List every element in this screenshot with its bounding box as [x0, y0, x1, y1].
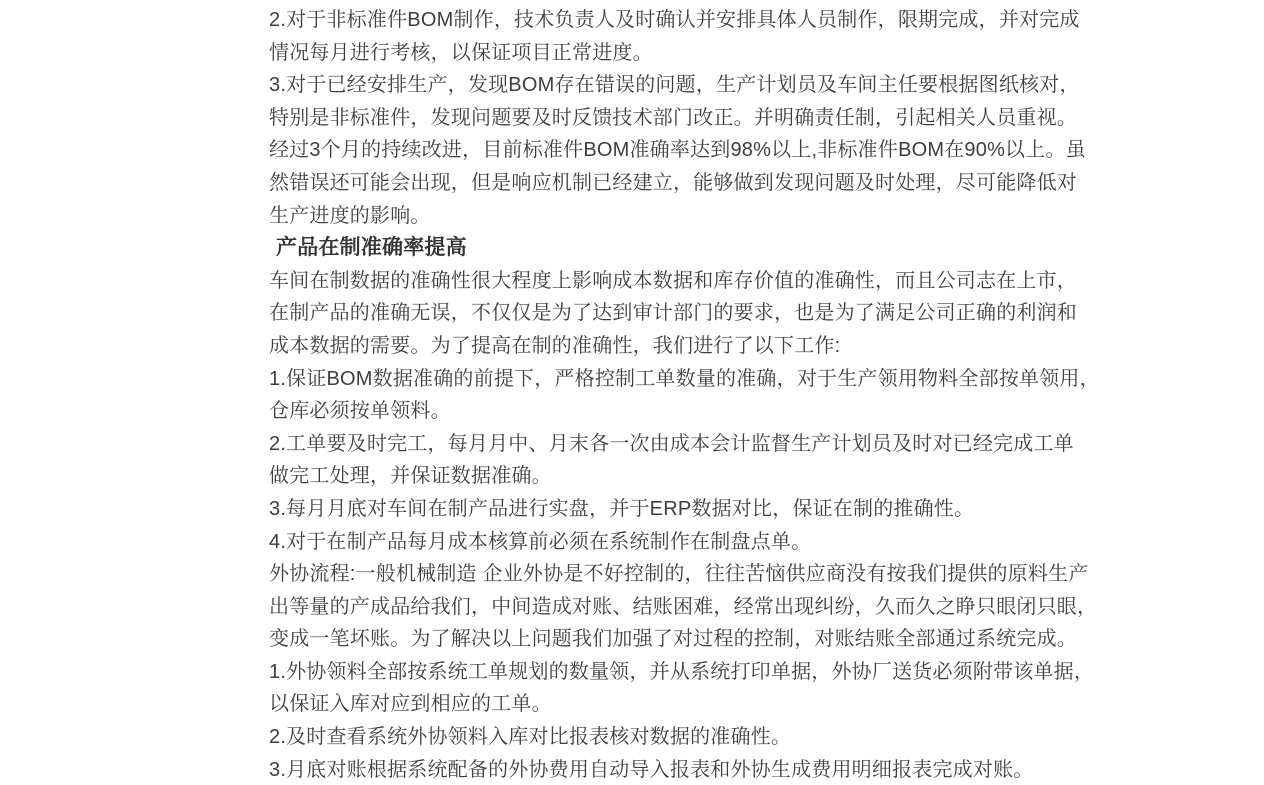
- paragraph-line: 生产进度的影响。: [269, 204, 431, 227]
- paragraph-line: 3.对于已经安排生产，发现BOM存在错误的问题，生产计划员及车间主任要根据图纸核对，: [269, 74, 1080, 97]
- paragraph-line: 出等量的产成品给我们，中间造成对账、结账困难，经常出现纠纷，久而久之睁只眼闭只眼，: [269, 595, 1098, 618]
- paragraph-line: 情况每月进行考核，以保证项目正常进度。: [269, 41, 653, 64]
- paragraph-line: 2.对于非标准件BOM制作，技术负责人及时确认并安排具体人员制作，限期完成，并对完成: [269, 9, 1080, 31]
- paragraph-line: 外协流程:一般机械制造 企业外协是不好控制的，往往苦恼供应商没有按我们提供的原料生产: [269, 563, 1089, 586]
- paragraph-line: 经过3个月的持续改进，目前标准件BOM准确率达到98%以上,非标准件BOM在90%以上。虽: [269, 139, 1086, 162]
- paragraph-line: 做完工处理，并保证数据准确。: [269, 465, 552, 488]
- paragraph-line: 4.对于在制产品每月成本核算前必须在系统制作在制盘点单。: [269, 530, 812, 553]
- paragraph-line: 以保证入库对应到相应的工单。: [269, 693, 552, 716]
- paragraph-line: 仓库必须按单领料。: [269, 400, 451, 423]
- paragraph-line: 特别是非标准件，发现问题要及时反馈技术部门改正。并明确责任制，引起相关人员重视。: [269, 106, 1077, 129]
- paragraph-line: 在制产品的准确无误，不仅仅是为了达到审计部门的要求，也是为了满足公司正确的利润和: [269, 302, 1077, 325]
- paragraph-line: 1.外协领料全部按系统工单规划的数量领，并从系统打印单据，外协厂送货必须附带该单据，: [269, 660, 1095, 683]
- paragraph-line: 2.工单要及时完工，每月月中、月末各一次由成本会计监督生产计划员及时对已经完成工单: [269, 432, 1074, 455]
- paragraph-line: 3.月底对账根据系统配备的外协费用自动导入报表和外协生成费用明细报表完成对账。: [269, 758, 1034, 781]
- paragraph-line: 2.及时查看系统外协领料入库对比报表核对数据的准确性。: [269, 726, 792, 749]
- document-content: [269, 4, 1229, 785]
- paragraph-line: 成本数据的需要。为了提高在制的准确性，我们进行了以下工作:: [269, 334, 841, 357]
- paragraph-line: 然错误还可能会出现，但是响应机制已经建立，能够做到发现问题及时处理，尽可能降低对: [269, 171, 1077, 194]
- paragraph-line: 变成一笔坏账。为了解决以上问题我们加强了对过程的控制，对账结账全部通过系统完成。: [269, 628, 1077, 651]
- section-heading: 产品在制准确率提高: [276, 236, 467, 260]
- paragraph-line: 1.保证BOM数据准确的前提下，严格控制工单数量的准确，对于生产领用物料全部按单领用，: [269, 367, 1100, 390]
- paragraph-line: 车间在制数据的准确性很大程度上影响成本数据和库存价值的准确性，而且公司志在上市，: [269, 269, 1077, 292]
- paragraph-line: 3.每月月底对车间在制产品进行实盘，并于ERP数据对比，保证在制的推确性。: [269, 497, 975, 520]
